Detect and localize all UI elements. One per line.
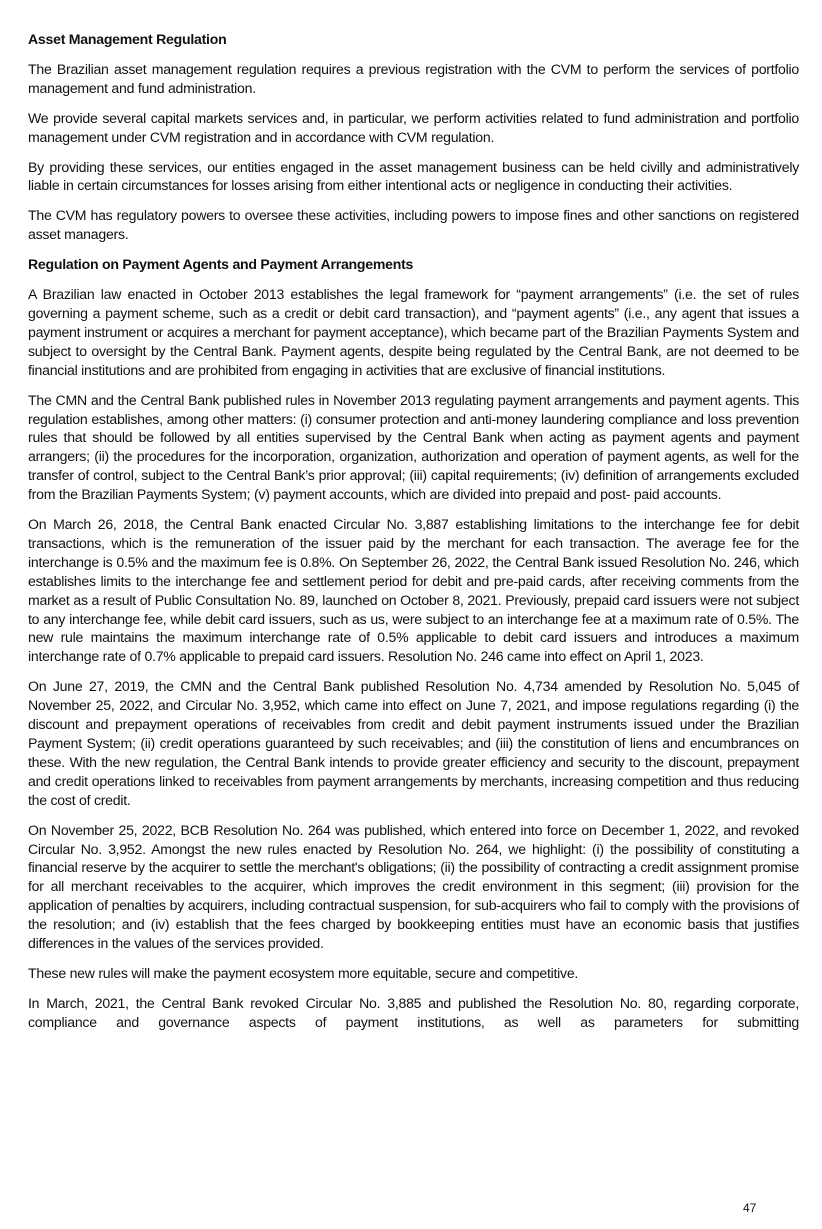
paragraph: By providing these services, our entities engaged in the asset management business can be held civilly and administratively liable in certain circumstances for losses arising from either intentional acts or negligence in conducting their activities.: [28, 158, 799, 194]
paragraph: A Brazilian law enacted in October 2013 establishes the legal framework for “payment arrangements” (i.e. the set of rules governing a payment scheme, such as a credit or debit card transaction), and “payment agents” (i.e., any agent that issues a payment instrument or acquires a merchant for payment acceptance), which became part of the Brazilian Payments System and subject to oversight by the Central Bank. Payment agents, despite being regulated by the Central Bank, are not deemed to be financial institutions and are prohibited from engaging in activities that are exclusive of financial institutions.: [28, 286, 799, 378]
paragraph: The CVM has regulatory powers to oversee these activities, including powers to impose fines and other sanctions on registered asset managers.: [28, 207, 799, 243]
paragraph: The CMN and the Central Bank published rules in November 2013 regulating payment arrangements and payment agents. This regulation establishes, among other matters: (i) consumer protection and anti-money laundering compliance and loss prevention rules that should be followed by all entities supervised by the Central Bank when acting as payment agents and payment arrangers; (ii) the procedures for the incorporation, organization, authorization and operation of payment agents, as well for the transfer of control, subject to the Central Bank’s prior approval; (iii) capital requirements; (iv) definition of arrangements excluded from the Brazilian Payments System; (v) payment accounts, which are divided into prepaid and post- paid accounts.: [28, 391, 799, 503]
paragraph: These new rules will make the payment ecosystem more equitable, secure and competitive.: [28, 964, 579, 981]
paragraph: On June 27, 2019, the CMN and the Central Bank published Resolution No. 4,734 amended by Resolution No. 5,045 of November 25, 2022, and Circular No. 3,952, which came into effect on June 7, 2021, and impose regulations regarding (i) the discount and prepayment operations of receivables from credit and debit payment instruments issued under the Brazilian Payment System; (ii) credit operations guaranteed by such receivables; and (iii) the constitution of liens and encumbrances on these. With the new regulation, the Central Bank intends to provide greater efficiency and security to the discount, prepayment and credit operations linked to receivables from payment arrangements by merchants, increasing competition and thus reducing the cost of credit.: [28, 678, 799, 808]
paragraph: On March 26, 2018, the Central Bank enacted Circular No. 3,887 establishing limitations to the interchange fee for debit transactions, which is the remuneration of the issuer paid by the merchant for each transaction. The average fee for the interchange is 0.5% and the maximum fee is 0.8%. On September 26, 2022, the Central Bank issued Resolution No. 246, which establishes limits to the interchange fee and settlement period for debit and pre-paid cards, after receiving comments from the market as a result of Public Consultation No. 89, launched on October 8, 2021. Previously, prepaid card issuers were not subject to any interchange fee, while debit card issuers, such as us, were subject to an interchange fee at a maximum rate of 0.5%. The new rule maintains the maximum interchange rate of 0.5% applicable to debit card issuers and introduces a maximum interchange rate of 0.7% applicable to prepaid card issuers. Resolution No. 246 came into effect on April 1, 2023.: [28, 516, 799, 665]
page-number: 47: [743, 1201, 757, 1215]
document-page: [28, 30, 799, 1043]
paragraph-continued: In March, 2021, the Central Bank revoked Circular No. 3,885 and published the Resolution No. 80, regarding corporate, compliance and governance aspects of payment institutions, as well as parameters for submitting: [28, 994, 799, 1030]
section-heading-asset-management: Asset Management Regulation: [28, 31, 227, 47]
paragraph: The Brazilian asset management regulation requires a previous registration with the CVM to perform the services of portfolio management and fund administration.: [28, 60, 799, 96]
section-heading-payment-agents: Regulation on Payment Agents and Payment Arrangements: [28, 256, 414, 273]
paragraph: On November 25, 2022, BCB Resolution No. 264 was published, which entered into force on December 1, 2022, and revoked Circular No. 3,952. Amongst the new rules enacted by Resolution No. 264, we highlight: (i) the possibility of constituting a financial reserve by the acquirer to settle the merchant's obligations; (ii) the possibility of contracting a credit assignment promise for all merchant receivables to the acquirer, which improves the credit environment in this segment; (iii) provision for the application of penalties by acquirers, including contractual suspension, for sub-acquirers who fail to comply with the provisions of the resolution; and (iv) establish that the fees charged by bookkeeping entities must have an economic basis that justifies differences in the values of the services provided.: [28, 821, 799, 952]
paragraph: We provide several capital markets services and, in particular, we perform activities related to fund administration and portfolio management under CVM registration and in accordance with CVM regulation.: [28, 109, 799, 145]
